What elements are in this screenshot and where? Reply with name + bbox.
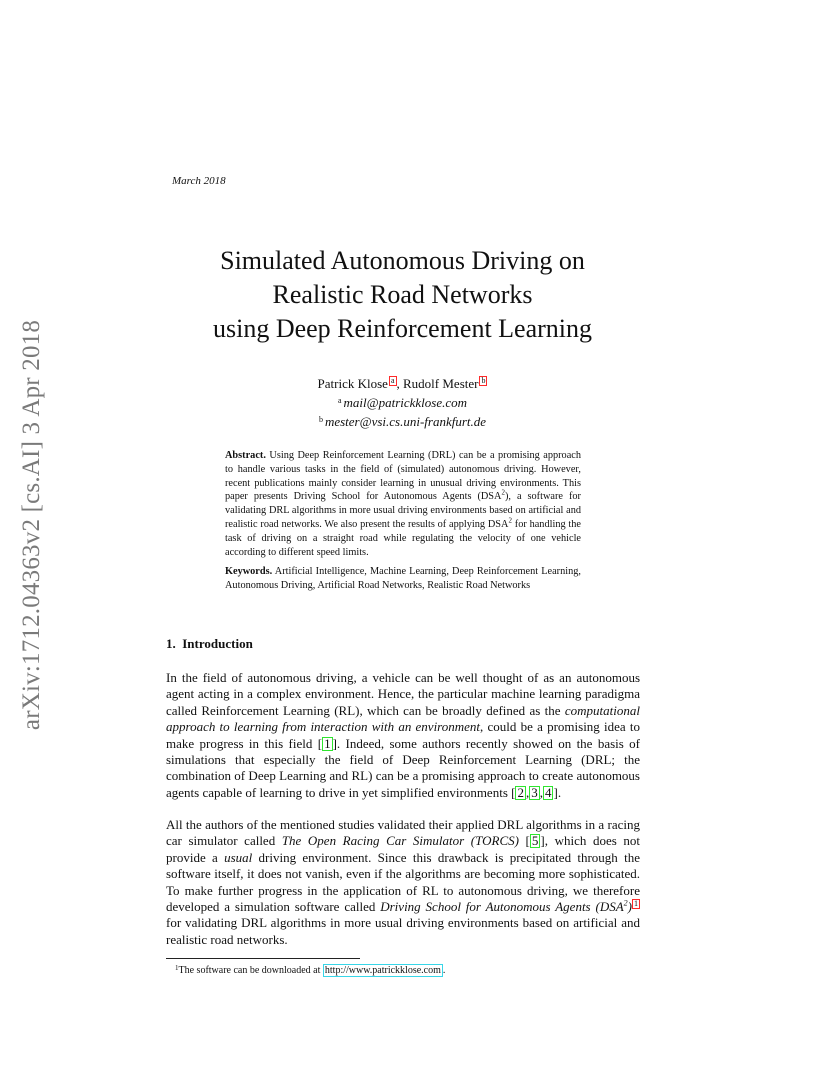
arxiv-identifier-stamp [14, 300, 50, 750]
bracket: [ [511, 784, 516, 800]
title-line: using Deep Reinforcement Learning [212, 314, 593, 343]
author-names [200, 375, 605, 392]
footnote-mark: 1 [175, 964, 179, 972]
superscript: 2 [508, 516, 512, 525]
citation [318, 736, 337, 751]
footnote [175, 962, 445, 977]
emphasis-text [380, 899, 632, 914]
email-address: mester@vsi.cs.uni-frankfurt.de [324, 414, 487, 429]
paragraph-text: driving environment. Since this drawback is precipitated through the software itself, it does not vanish, even if the algorithms are becoming more sophisticated. To make further progress in the application of RL to autonomous driving, we therefore developed a simulation software called [166, 849, 640, 915]
emphasis-text: The Open Racing Car Simulator (TORCS) [281, 833, 519, 849]
publication-date: March 2018 [172, 175, 226, 187]
emphasis-text: usual [224, 849, 253, 865]
keywords-label: Keywords. [225, 566, 273, 578]
bracket: ] [540, 833, 545, 849]
citation-link[interactable]: 5 [531, 833, 539, 849]
separator: , [539, 784, 543, 800]
abstract-text: for handling the task of driving on a straight road while regulating the velocity of one vehicle according to different speed limits. [225, 518, 582, 558]
author-name: Patrick Klose [317, 376, 388, 391]
author-email [200, 392, 605, 411]
separator: , [525, 784, 530, 800]
email-mark: b [318, 415, 323, 424]
arxiv-stamp-text: arXiv:1712.04363v2 [cs.AI] 3 Apr 2018 [18, 319, 45, 731]
citation-link[interactable]: 3 [531, 784, 538, 800]
abstract-text: ), a software for validating DRL algorithms in more usual driving environments based on artificial and realistic road networks. We also present the results of applying DSA [225, 491, 581, 530]
emphasis-part: Driving School for Autonomous Agents (DSA [380, 899, 624, 915]
superscript: 2 [623, 898, 628, 908]
paper-title [150, 244, 655, 346]
superscript: 2 [501, 488, 505, 497]
paragraph-text: . [557, 784, 562, 800]
email-address: mail@patrickklose.com [343, 395, 468, 410]
section-title: Introduction [182, 636, 253, 651]
footnote-end: . [442, 965, 446, 976]
bracket: [ [317, 735, 323, 751]
paragraph-text: for validating DRL algorithms in more usual driving environments based on artificial and realistic road networks. [166, 915, 640, 947]
abstract [225, 449, 581, 593]
paragraph-text: All the authors of the mentioned studies validated their applied DRL algorithms in a racing car simulator called [166, 817, 640, 849]
email-mark: a [337, 396, 342, 405]
bracket: ] [332, 735, 337, 751]
section-heading [166, 636, 253, 652]
emphasis-part: ) [627, 899, 632, 915]
citation [519, 833, 545, 848]
body-paragraph [166, 670, 640, 801]
abstract-paragraph [225, 449, 581, 559]
paragraph-text: , could be a promising idea to make progress in this field [166, 719, 640, 751]
footnote-text: The software can be downloaded at [178, 965, 323, 976]
body-paragraph [166, 817, 640, 948]
paragraph-text: , which does not provide a [166, 833, 640, 865]
keywords-paragraph [225, 565, 581, 593]
title-line: Realistic Road Networks [272, 280, 533, 309]
author-email [200, 411, 605, 430]
footnote-rule [166, 958, 360, 959]
author-block [200, 375, 605, 430]
abstract-label: Abstract. [225, 450, 266, 461]
citation [511, 785, 558, 800]
abstract-text: Using Deep Reinforcement Learning (DRL) can be a promising approach to handle various tasks in the field of (simulated) autonomous driving. However, recent publications mainly consider learning in unusual driving environments. This paper presents Driving School for Autonomous Agents (DSA [225, 450, 581, 503]
bracket: [ [518, 833, 530, 849]
affiliation-link[interactable]: a [390, 376, 395, 385]
citation-link[interactable]: 2 [517, 784, 524, 800]
paragraph-text: In the field of autonomous driving, a vehicle can be well thought of as an autonomous agent acting in a complex environment. Hence, the particular machine learning paradigma called Reinforcement Learning (RL), which can be broadly defined as the [166, 670, 640, 718]
emphasis-text: computational approach to learning from interaction with an environment [166, 702, 640, 735]
paragraph-text: . Indeed, some authors recently showed on the basis of simulations that especially the field of Deep Reinforcement Learning (DRL; the combination of Deep Learning and RL) can be a promising approach to create autonomous agents capable of learning to drive in yet simplified environments [166, 735, 641, 800]
author-separator: , [396, 376, 403, 391]
citation-link[interactable]: 1 [324, 735, 331, 751]
citation-link[interactable]: 4 [544, 784, 552, 800]
affiliation-link[interactable]: b [481, 376, 486, 385]
section-number: 1. [166, 636, 176, 651]
author-name: Rudolf Mester [403, 376, 479, 391]
bracket: ] [553, 784, 558, 800]
title-line: Simulated Autonomous Driving on [220, 246, 585, 275]
footnote-url-link[interactable]: http://www.patrickklose.com [324, 965, 441, 976]
footnote-link[interactable]: 1 [634, 899, 638, 909]
keywords-text: Artificial Intelligence, Machine Learning, Deep Reinforcement Learning, Autonomous Driving, Artificial Road Networks, Realistic Road Networks [225, 566, 581, 592]
